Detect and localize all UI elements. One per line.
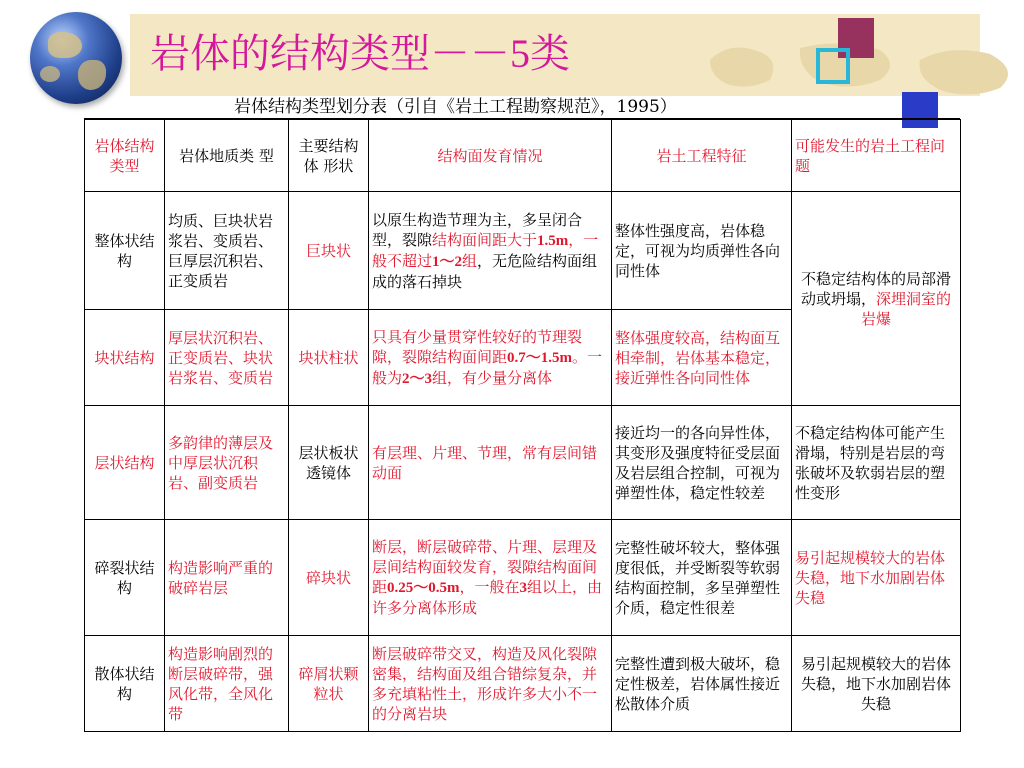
- cell-face: 有层理、片理、节理，常有层间错动面: [369, 406, 612, 520]
- cell-geo: 构造影响严重的破碎岩层: [165, 520, 289, 636]
- table-row: [85, 520, 961, 636]
- table-row: [85, 406, 961, 520]
- header-shape: 主要结构体 形状: [289, 120, 369, 192]
- header-face: 结构面发育情况: [369, 120, 612, 192]
- header-type: 岩体结构类型: [85, 120, 165, 192]
- cell-type: 散体状结 构: [85, 636, 165, 732]
- decor-square-cyan: [816, 48, 850, 84]
- table-row: [85, 636, 961, 732]
- table-caption: 岩体结构类型划分表（引自《岩土工程勘察规范》，1995）: [234, 97, 677, 117]
- cell-face: 断层，断层破碎带、片理、层理及层间结构面较发育，裂隙结构面间距0.25～0.5m，一般在3组以上，由许多分离体形成: [369, 520, 612, 636]
- cell-problem: 易引起规模较大的岩体失稳，地下水加剧岩体失稳: [792, 520, 961, 636]
- cell-eng: 整体性强度高，岩体稳定，可视为均质弹性各向同性体: [612, 192, 792, 310]
- header-geo: 岩体地质类 型: [165, 120, 289, 192]
- cell-eng: 接近均一的各向异性体，其变形及强度特征受层面及岩层组合控制，可视为弹塑性体，稳定性较差: [612, 406, 792, 520]
- cell-problem: 不稳定结构体可能产生滑塌，特别是岩层的弯张破坏及软弱岩层的塑性变形: [792, 406, 961, 520]
- table-row: [85, 192, 961, 310]
- header-problem: 可能发生的岩土工程问题: [792, 120, 961, 192]
- cell-eng: 完整性破坏较大，整体强度很低，并受断裂等软弱结构面控制，多呈弹塑性介质，稳定性很差: [612, 520, 792, 636]
- cell-shape: 碎屑状颗粒状: [289, 636, 369, 732]
- cell-shape: 层状板状透镜体: [289, 406, 369, 520]
- slide-title: 岩体的结构类型－－5类: [150, 31, 570, 77]
- cell-type: 碎裂状结 构: [85, 520, 165, 636]
- cell-geo: 构造影响剧烈的断层破碎带，强风化带，全风化带: [165, 636, 289, 732]
- cell-problem: 不稳定结构体的局部滑动或坍塌，深埋洞室的岩爆: [792, 192, 961, 406]
- cell-type: 层状结构: [85, 406, 165, 520]
- cell-face: 断层破碎带交叉，构造及风化裂隙密集，结构面及组合错综复杂，并多充填粘性土，形成许多大小不一的分离岩块: [369, 636, 612, 732]
- header-eng: 岩土工程特征: [612, 120, 792, 192]
- structure-table: [84, 119, 961, 732]
- cell-geo: 多韵律的薄层及中厚层状沉积岩、副变质岩: [165, 406, 289, 520]
- cell-type: 块状结构: [85, 310, 165, 406]
- cell-shape: 块状柱状: [289, 310, 369, 406]
- cell-face: 以原生构造节理为主，多呈闭合型，裂隙结构面间距大于1.5m，一般不超过1～2组，无危险结构面组成的落石掉块: [369, 192, 612, 310]
- cell-eng: 完整性遭到极大破坏，稳定性极差，岩体属性接近松散体介质: [612, 636, 792, 732]
- cell-shape: 碎块状: [289, 520, 369, 636]
- cell-type: 整体状结 构: [85, 192, 165, 310]
- cell-face: 只具有少量贯穿性较好的节理裂隙，裂隙结构面间距0.7～1.5m。一般为2～3组，有少量分离体: [369, 310, 612, 406]
- cell-geo: 均质、巨块状岩浆岩、变质岩、巨厚层沉积岩、正变质岩: [165, 192, 289, 310]
- cell-problem: 易引起规模较大的岩体失稳，地下水加剧岩体失稳: [792, 636, 961, 732]
- globe-icon: [30, 12, 122, 104]
- cell-eng: 整体强度较高，结构面互相牵制，岩体基本稳定，接近弹性各向同性体: [612, 310, 792, 406]
- cell-shape: 巨块状: [289, 192, 369, 310]
- cell-geo: 厚层状沉积岩、正变质岩、块状岩浆岩、变质岩: [165, 310, 289, 406]
